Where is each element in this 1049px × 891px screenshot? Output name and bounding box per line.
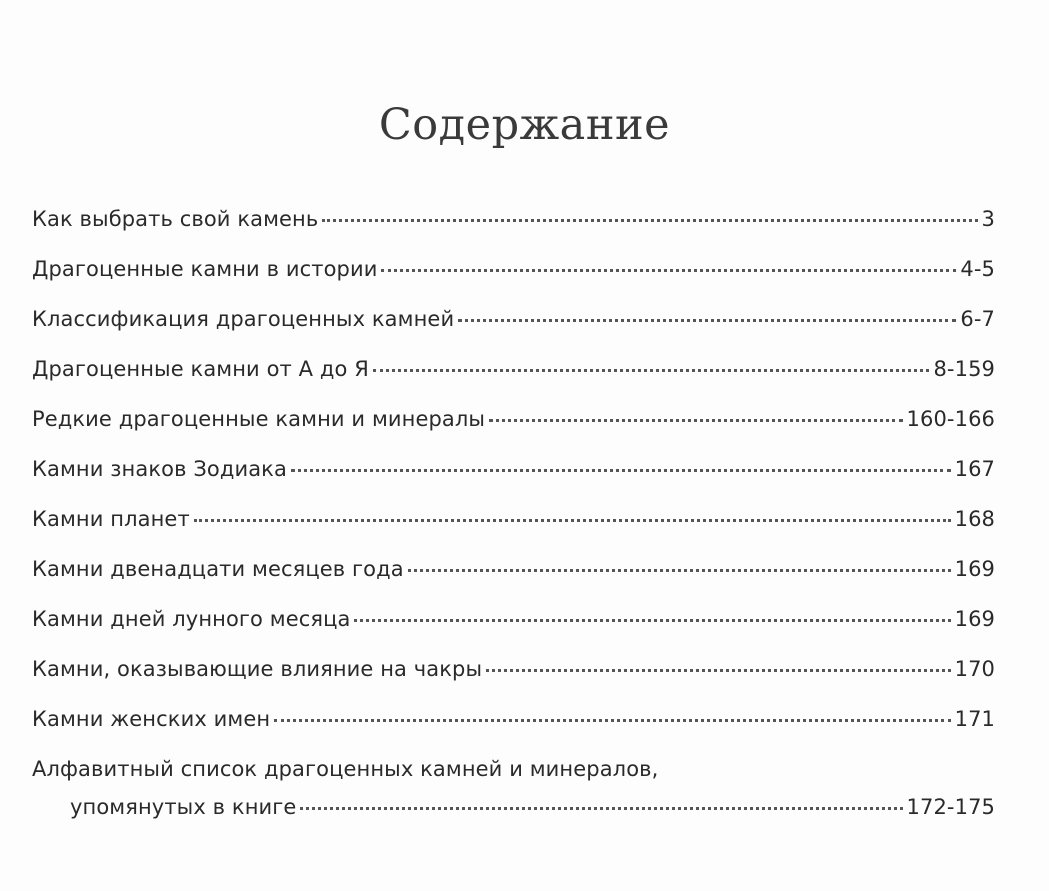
toc-entry-label: Камни двенадцати месяцев года (32, 557, 404, 581)
toc-entry-page: 168 (954, 507, 995, 531)
toc-entry (32, 257, 995, 307)
toc-entry-label: Камни знаков Зодиака (32, 457, 287, 481)
toc-entry-label: Камни планет (32, 507, 190, 531)
toc-entry-label: Драгоценные камни в истории (32, 257, 378, 281)
toc-entry (32, 607, 995, 657)
toc-entry-page: 160-166 (906, 407, 995, 431)
dot-leader (300, 807, 902, 810)
toc-entry-label: Как выбрать свой камень (32, 207, 319, 231)
page-title: Содержание (378, 100, 671, 150)
dot-leader (381, 269, 956, 272)
toc-entry-page: 6-7 (960, 307, 995, 331)
toc-entry-label-line2: упомянутых в книге (70, 795, 297, 819)
dot-leader (486, 669, 950, 672)
toc-entry-page: 169 (954, 607, 995, 631)
toc-entry-page: 170 (954, 657, 995, 681)
dot-leader (354, 619, 950, 622)
toc-entry-label: Камни дней лунного месяца (32, 607, 351, 631)
dot-leader (373, 369, 930, 372)
toc-entry-page: 4-5 (960, 257, 995, 281)
table-of-contents (32, 207, 995, 835)
toc-entry-page: 169 (954, 557, 995, 581)
toc-entry (32, 207, 995, 257)
dot-leader (291, 469, 951, 472)
dot-leader (489, 419, 902, 422)
toc-entry-page: 172-175 (906, 795, 995, 819)
toc-entry (32, 407, 995, 457)
toc-entry-label: Камни, оказывающие влияние на чакры (32, 657, 483, 681)
toc-entry-label: Редкие драгоценные камни и минералы (32, 407, 486, 431)
toc-entry (32, 707, 995, 757)
toc-entry (32, 657, 995, 707)
dot-leader (458, 319, 956, 322)
toc-entry-label: Камни женских имен (32, 707, 271, 731)
toc-entry-label-line1: Алфавитный список драгоценных камней и минералов, (32, 757, 659, 781)
toc-entry (32, 457, 995, 507)
toc-entry-page: 167 (954, 457, 995, 481)
toc-entry-page: 171 (954, 707, 995, 731)
toc-entry (32, 307, 995, 357)
toc-entry (32, 557, 995, 607)
toc-entry (32, 357, 995, 407)
toc-entry-page: 3 (981, 207, 995, 231)
dot-leader (408, 569, 951, 572)
dot-leader (322, 219, 977, 222)
toc-entry-label: Драгоценные камни от А до Я (32, 357, 369, 381)
toc-entry-line2 (32, 795, 995, 835)
dot-leader (274, 719, 950, 722)
dot-leader (194, 519, 951, 522)
toc-entry-label: Классификация драгоценных камней (32, 307, 455, 331)
toc-entry-page: 8-159 (933, 357, 995, 381)
toc-entry (32, 507, 995, 557)
toc-entry-multiline (32, 757, 995, 835)
